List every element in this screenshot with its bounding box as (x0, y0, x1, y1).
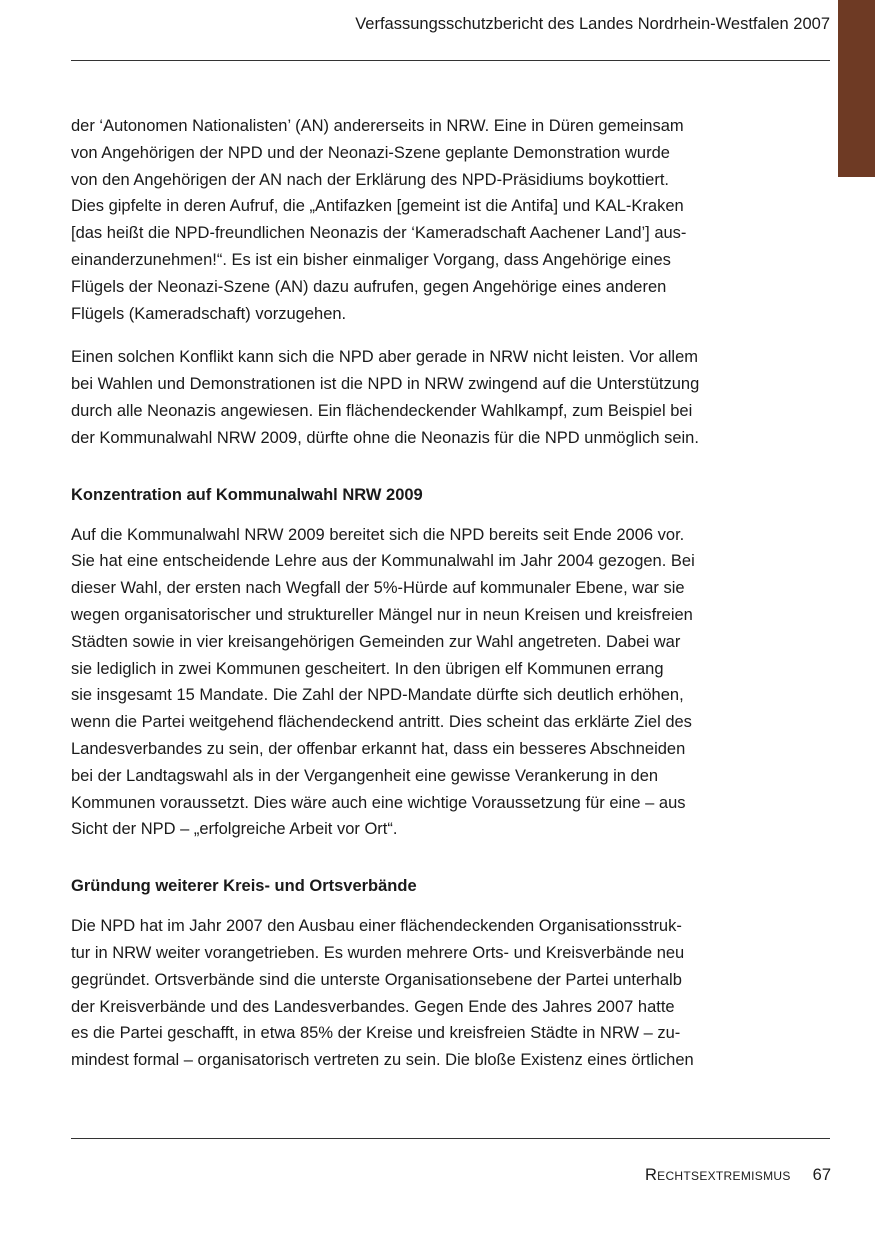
text-line: mindest formal – organisatorisch vertreten zu sein. Die bloße Existenz eines örtlichen (71, 1051, 694, 1070)
section-heading-kreisverbaende: Gründung weiterer Kreis- und Ortsverbände (71, 877, 417, 896)
text-line: [das heißt die NPD-freundlichen Neonazis der ‘Kameradschaft Aachener Land’] aus- (71, 224, 687, 243)
page-footer (645, 1164, 831, 1186)
text-line: der Kommunalwahl NRW 2009, dürfte ohne die Neonazis für die NPD unmöglich sein. (71, 428, 699, 447)
footer-rule (71, 1138, 830, 1139)
text-line: Sie hat eine entscheidende Lehre aus der Kommunalwahl im Jahr 2004 gezogen. Bei (71, 552, 695, 571)
footer-section-name: Rechtsextremismus (644, 1166, 791, 1184)
text-line: sie lediglich in zwei Kommunen gescheitert. In den übrigen elf Kommunen errang (71, 659, 664, 678)
text-line: wenn die Partei weitgehend flächendeckend antritt. Dies scheint das erklärte Ziel des (71, 713, 692, 732)
text-line: von den Angehörigen der AN nach der Erklärung des NPD-Präsidiums boykottiert. (71, 170, 669, 189)
text-line: bei der Landtagswahl als in der Vergangenheit eine gewisse Verankerung in den (71, 766, 659, 785)
text-line: Kommunen voraussetzt. Dies wäre auch eine wichtige Voraussetzung für eine – aus (71, 793, 686, 812)
text-line: bei Wahlen und Demonstrationen ist die NPD in NRW zwingend auf die Unterstützung (71, 375, 700, 394)
text-line: es die Partei geschafft, in etwa 85% der Kreise und kreisfreien Städte in NRW – zu- (71, 1024, 681, 1043)
text-line: Flügels (Kameradschaft) vorzugehen. (71, 304, 347, 323)
text-line: gegründet. Ortsverbände sind die unterste Organisationsebene der Partei unterhalb (71, 970, 682, 989)
text-line: Auf die Kommunalwahl NRW 2009 bereitet sich die NPD bereits seit Ende 2006 vor. (71, 525, 685, 544)
page-number: 67 (812, 1166, 831, 1184)
text-line: einanderzunehmen!“. Es ist ein bisher einmaliger Vorgang, dass Angehörige eines (71, 250, 671, 269)
text-line: durch alle Neonazis angewiesen. Ein flächendeckender Wahlkampf, zum Beispiel bei (71, 401, 693, 420)
text-line: dieser Wahl, der ersten nach Wegfall der 5%-Hürde auf kommunaler Ebene, war sie (71, 579, 685, 598)
text-line: wegen organisatorischer und struktureller Mängel nur in neun Kreisen und kreisfreien (71, 605, 693, 624)
text-line: Städten sowie in vier kreisangehörigen Gemeinden zur Wahl angetreten. Dabei war (71, 632, 681, 651)
text-line: Die NPD hat im Jahr 2007 den Ausbau einer flächendeckenden Organisationsstruk- (71, 917, 682, 936)
paragraph-3 (71, 522, 791, 844)
text-line: sie insgesamt 15 Mandate. Die Zahl der NPD-Mandate dürfte sich deutlich erhöhen, (71, 686, 684, 705)
chapter-tab-marker (838, 0, 875, 177)
section-heading-kommunalwahl: Konzentration auf Kommunalwahl NRW 2009 (71, 485, 423, 504)
text-line: tur in NRW weiter vorangetrieben. Es wurden mehrere Orts- und Kreisverbände neu (71, 943, 685, 962)
header-rule (71, 60, 830, 61)
text-line: Flügels der Neonazi-Szene (AN) dazu aufrufen, gegen Angehörige eines anderen (71, 277, 667, 296)
text-line: von Angehörigen der NPD und der Neonazi-Szene geplante Demonstration wurde (71, 143, 670, 162)
text-line: Einen solchen Konflikt kann sich die NPD aber gerade in NRW nicht leisten. Vor allem (71, 348, 699, 367)
paragraph-2 (71, 344, 791, 451)
paragraph-1 (71, 113, 791, 327)
page-body (71, 113, 791, 1091)
text-line: der Kreisverbände und des Landesverbandes. Gegen Ende des Jahres 2007 hatte (71, 997, 675, 1016)
text-line: Landesverbandes zu sein, der offenbar erkannt hat, dass ein besseres Abschneiden (71, 739, 686, 758)
text-line: der ‘Autonomen Nationalisten’ (AN) andererseits in NRW. Eine in Düren gemeinsam (71, 117, 684, 135)
text-line: Dies gipfelte in deren Aufruf, die „Antifazken [gemeint ist die Antifa] und KAL-Kraken (71, 197, 684, 216)
text-line: Sicht der NPD – „erfolgreiche Arbeit vor Ort“. (71, 820, 398, 839)
running-header: Verfassungsschutzbericht des Landes Nordrhein-Westfalen 2007 (355, 15, 830, 33)
paragraph-4 (71, 913, 791, 1074)
